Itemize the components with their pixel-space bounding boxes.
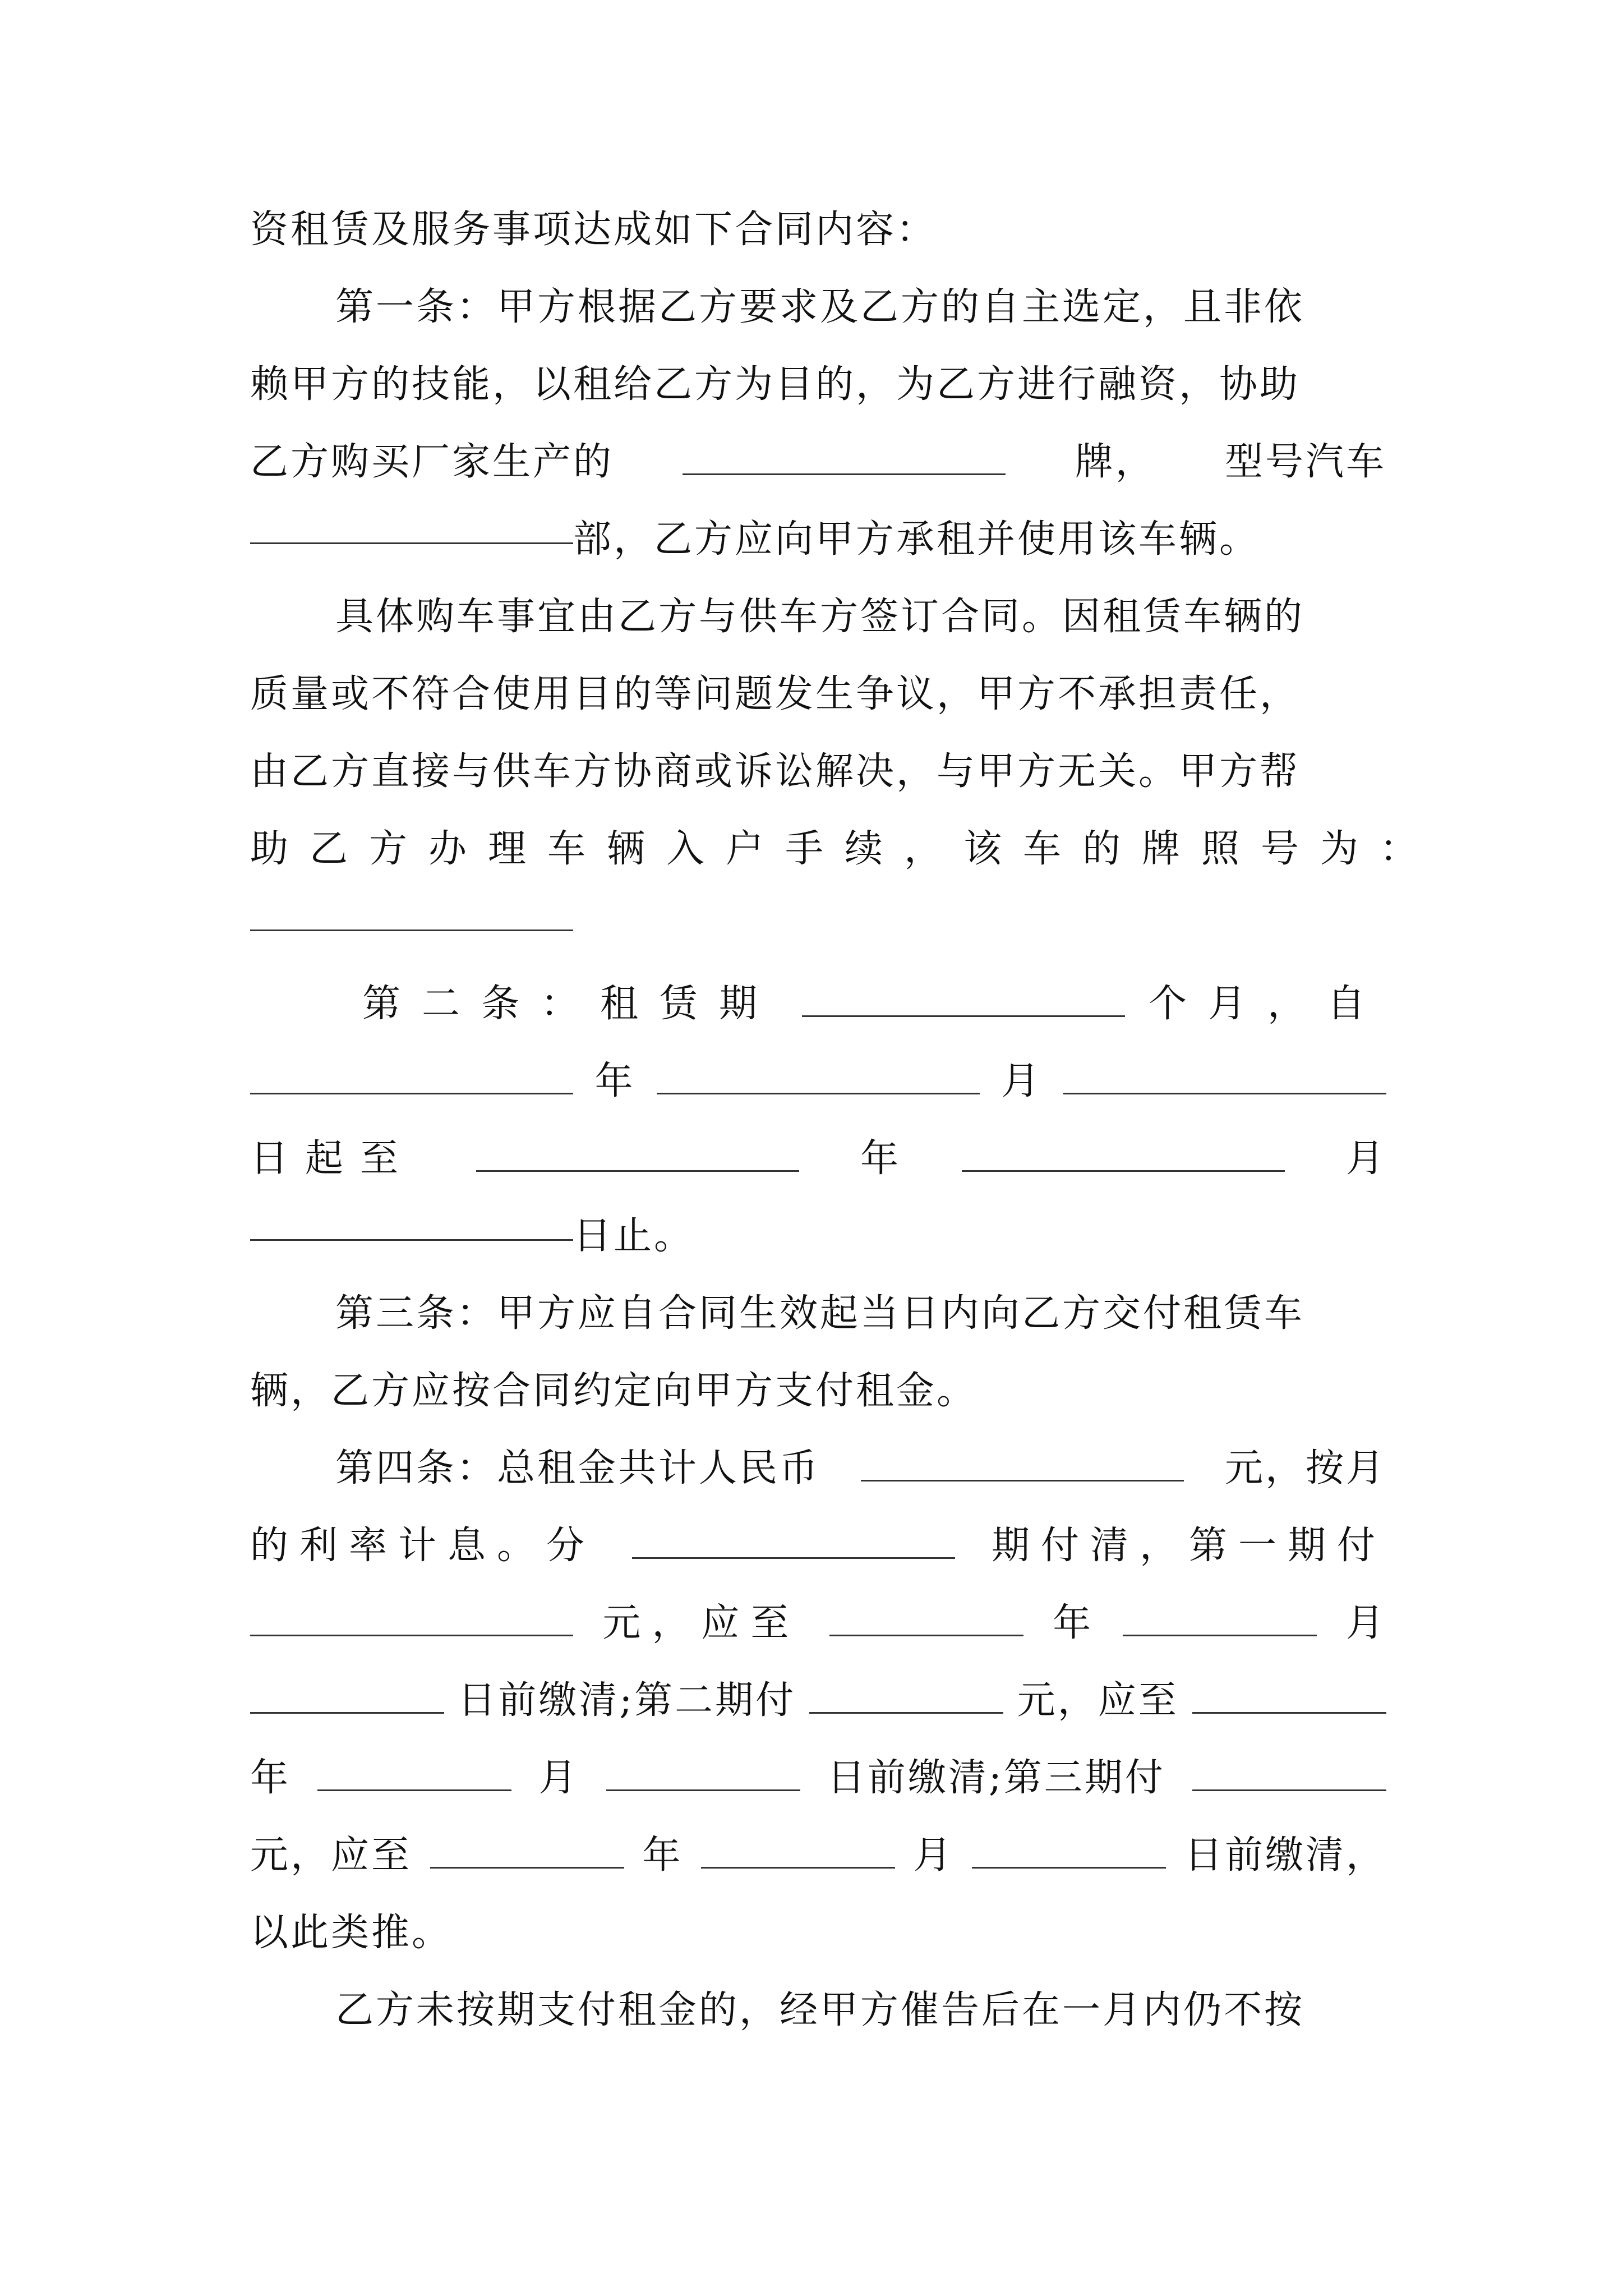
second-payment-blank[interactable] [809,1673,1003,1714]
article-4-line-2 [250,1507,1386,1585]
first-payment-blank[interactable] [250,1595,573,1636]
lease-months-blank[interactable] [802,976,1125,1017]
first-month-blank[interactable] [1123,1595,1317,1636]
article-1-line-4 [250,500,1386,579]
paragraph-2-text: 具体购车事宜由乙方与供车方签订合同。因租赁车辆的 [335,595,1305,639]
article-1-text: 赖甲方的技能，以租给乙方为目的，为乙方进行融资，协助 [250,362,1301,407]
article-4-line-7 [250,1894,1386,1972]
third-year-blank[interactable] [430,1828,624,1869]
article-4-text: 日前缴清;第二期付 [458,1678,796,1723]
start-day-blank[interactable] [1063,1053,1386,1094]
article-4-text: 月 [913,1833,954,1878]
paragraph-2-text: 质量或不符合使用目的等问题发生争议，甲方不承担责任， [250,672,1301,716]
article-4-text: 期付清，第一期付 [991,1524,1386,1568]
article-4-line-4 [250,1662,1386,1740]
paragraph-2-line-4 [250,810,1440,889]
article-4-text: 元，应至 [1017,1678,1179,1723]
paragraph-2-text: 助乙方办理车辆入户手续，该车的牌照号为： [250,827,1440,871]
second-month-blank[interactable] [317,1750,511,1791]
third-payment-blank[interactable] [1192,1750,1386,1791]
article-4-text: 月 [538,1756,579,1800]
article-2-text: 月 [1001,1059,1042,1103]
start-month-blank[interactable] [657,1053,980,1094]
paragraph-2-line-2 [250,655,1386,734]
article-2-text: 日起至 [250,1137,416,1181]
third-day-blank[interactable] [972,1828,1166,1869]
second-year-blank[interactable] [1192,1673,1386,1714]
first-day-blank[interactable] [250,1673,444,1714]
article-1-text: 部，乙方应向甲方承租并使用该车辆。 [573,517,1260,562]
article-2-text: 年 [594,1059,635,1103]
article-4-line-5 [250,1739,1386,1818]
model-quantity-blank[interactable] [250,503,573,544]
article-4-text: 年 [250,1756,291,1800]
article-2-text: 月 [1345,1137,1386,1181]
article-4-text: 日前缴清， [1184,1833,1386,1878]
paragraph-2-line-1 [250,578,1386,656]
plate-number-line [250,887,1386,966]
article-4-line-1 [250,1429,1386,1508]
paragraph-late-payment [250,1971,1386,2050]
paragraph-intro [250,191,1386,269]
article-4-text: 元，应至 [602,1601,800,1645]
article-3-line-2 [250,1352,1386,1430]
article-1-text: 乙方购买厂家生产的 [250,440,614,484]
article-2-text: 第二条：租赁期 [362,982,779,1026]
article-4-text: 元，按月 [1224,1446,1386,1490]
article-2-line-1 [250,965,1386,1043]
article-2-line-3 [250,1120,1386,1198]
article-4-text: 的利率计息。分 [250,1524,596,1568]
paragraph-2-line-3 [250,733,1386,811]
article-4-text: 日前缴清;第三期付 [827,1756,1165,1800]
article-1-line-1 [250,268,1386,347]
intro-text: 资租赁及服务事项达成如下合同内容： [250,208,937,252]
paragraph-2-text: 由乙方直接与供车方协商或诉讼解决，与甲方无关。甲方帮 [250,749,1301,794]
article-4-text: 第四条：总租金共计人民币 [335,1446,820,1490]
installments-blank[interactable] [632,1518,955,1559]
article-4-line-3 [250,1584,1386,1663]
second-day-blank[interactable] [606,1750,800,1791]
article-4-text: 年 [1053,1601,1094,1645]
article-2-text: 日止。 [573,1214,695,1258]
article-2-text: 年 [860,1137,901,1181]
article-2-line-4 [250,1197,1386,1276]
article-3-line-1 [250,1274,1386,1353]
article-4-text: 元，应至 [250,1833,412,1878]
end-month-blank[interactable] [962,1131,1285,1172]
start-year-blank[interactable] [250,1053,573,1094]
article-4-text: 年 [642,1833,683,1878]
third-month-blank[interactable] [701,1828,895,1869]
end-year-blank[interactable] [476,1131,799,1172]
total-rent-blank[interactable] [861,1441,1184,1481]
first-year-blank[interactable] [829,1595,1023,1636]
article-1-line-2 [250,346,1386,424]
article-1-line-3 [250,423,1386,501]
late-payment-text: 乙方未按期支付租金的，经甲方催告后在一月内仍不按 [335,1988,1305,2032]
end-day-blank[interactable] [250,1200,573,1241]
article-2-text: 个月，自 [1148,982,1386,1026]
article-1-text: 牌， [1075,440,1156,484]
article-3-text: 第三条：甲方应自合同生效起当日内向乙方交付租赁车 [335,1291,1305,1336]
brand-blank[interactable] [683,434,1006,475]
article-4-text: 月 [1345,1601,1386,1645]
plate-number-blank[interactable] [250,890,573,931]
article-4-line-6 [250,1816,1386,1895]
article-1-text: 第一条：甲方根据乙方要求及乙方的自主选定，且非依 [335,285,1305,329]
article-1-text: 型号汽车 [1224,440,1386,484]
article-2-line-2 [250,1042,1386,1121]
article-4-text: 以此类推。 [250,1911,453,1955]
article-3-text: 辆，乙方应按合同约定向甲方支付租金。 [250,1369,978,1413]
